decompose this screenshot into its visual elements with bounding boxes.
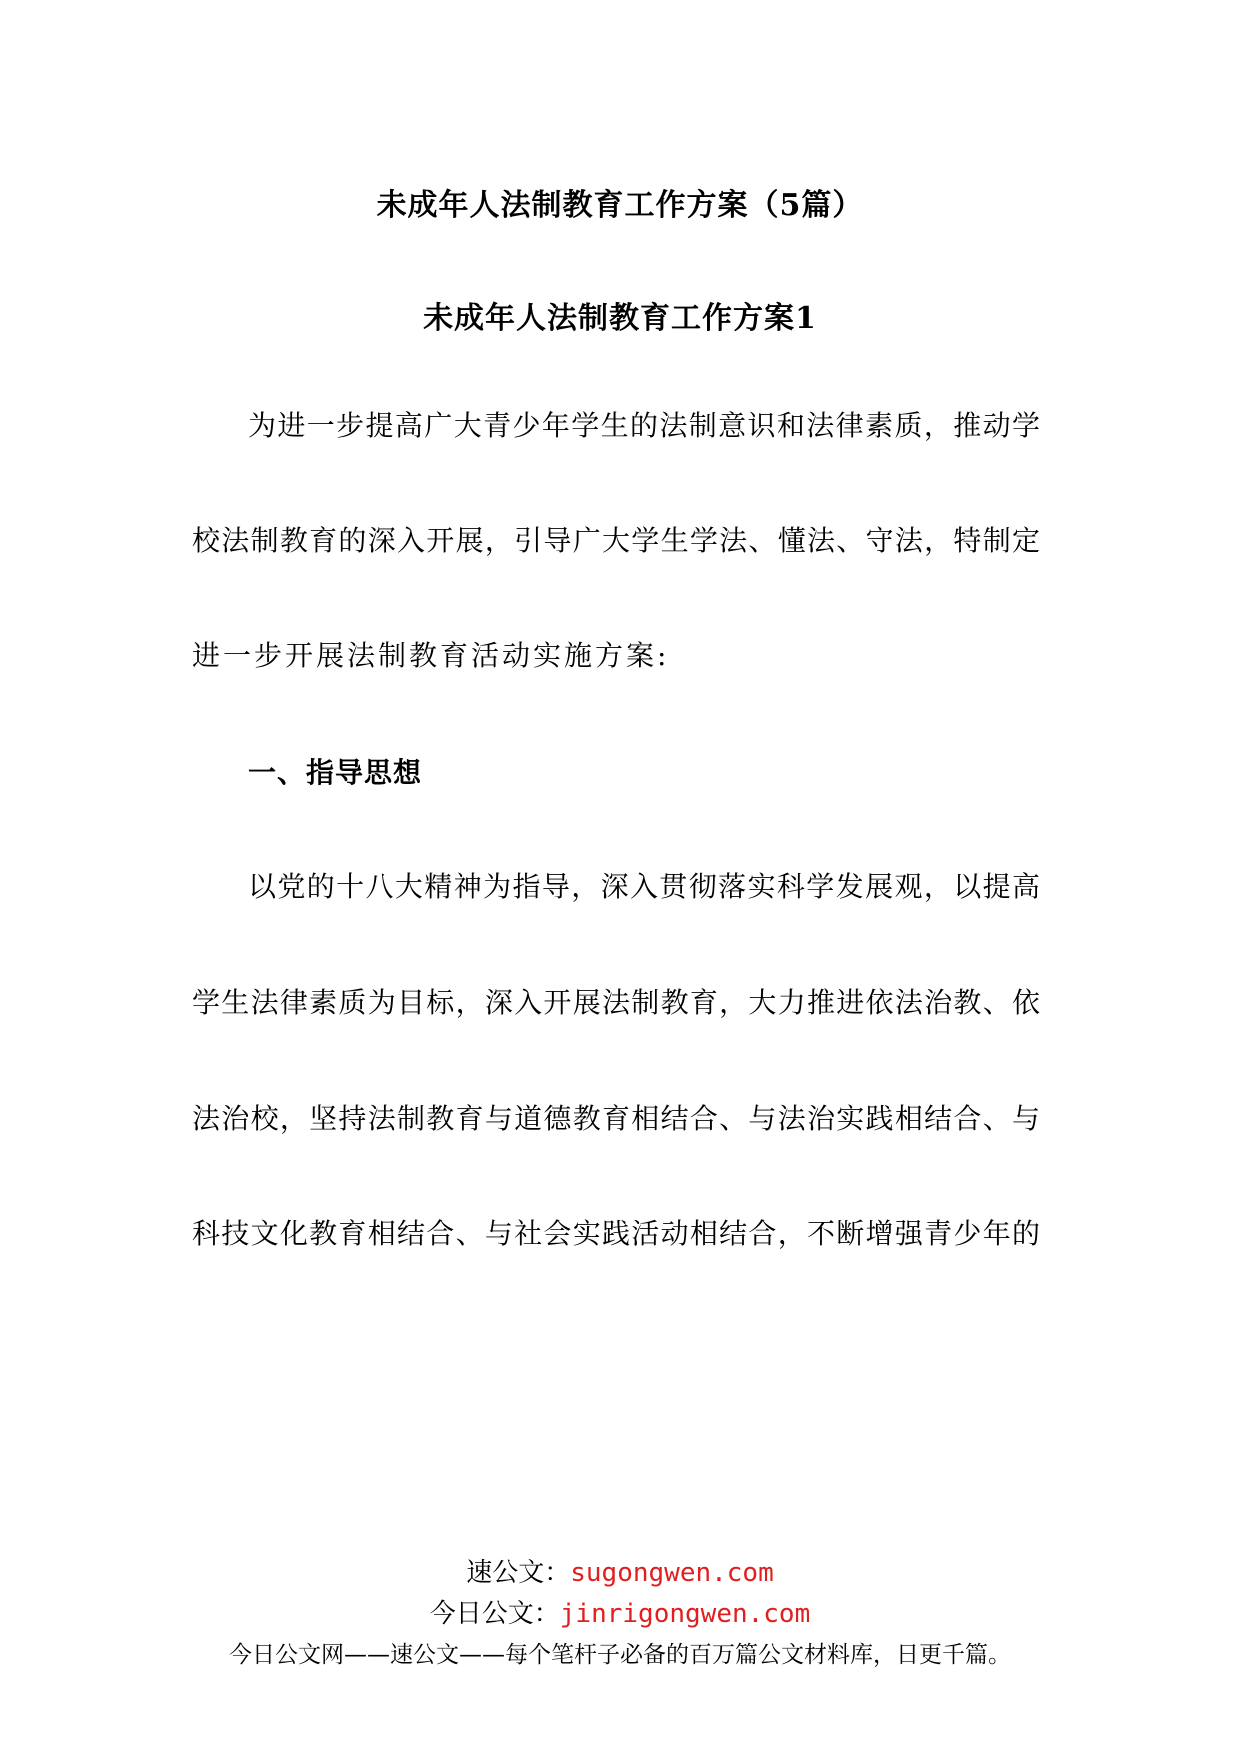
paragraph-line: 学生法律素质为目标，深入开展法制教育，大力推进依法治教、依: [192, 986, 1040, 1019]
sugongwen-link[interactable]: sugongwen.com: [570, 1558, 774, 1588]
paragraph-line: 以党的十八大精神为指导，深入贯彻落实科学发展观，以提高: [248, 870, 1040, 903]
footer-tagline: 今日公文网——速公文——每个笔杆子必备的百万篇公文材料库，日更千篇。: [229, 1642, 1011, 1668]
document-subtitle: 未成年人法制教育工作方案1: [423, 301, 817, 336]
footer-sugongwen: [0, 1552, 1240, 1589]
document-title: 未成年人法制教育工作方案（5篇）: [376, 188, 864, 223]
paragraph-line: 科技文化教育相结合、与社会实践活动相结合，不断增强青少年的: [192, 1217, 1040, 1250]
footer-jinrigongwen: [0, 1593, 1240, 1630]
jinrigongwen-link[interactable]: jinrigongwen.com: [559, 1599, 811, 1629]
footer-label: 速公文：: [466, 1558, 571, 1588]
footer-label: 今日公文：: [429, 1599, 560, 1629]
paragraph-line: 进一步开展法制教育活动实施方案:: [192, 639, 670, 672]
section-heading: 一、指导思想: [248, 756, 423, 789]
paragraph-line: 法治校，坚持法制教育与道德教育相结合、与法治实践相结合、与: [192, 1102, 1040, 1135]
paragraph-line: 校法制教育的深入开展，引导广大学生学法、懂法、守法，特制定: [192, 524, 1040, 557]
paragraph-line: 为进一步提高广大青少年学生的法制意识和法律素质，推动学: [248, 409, 1040, 442]
